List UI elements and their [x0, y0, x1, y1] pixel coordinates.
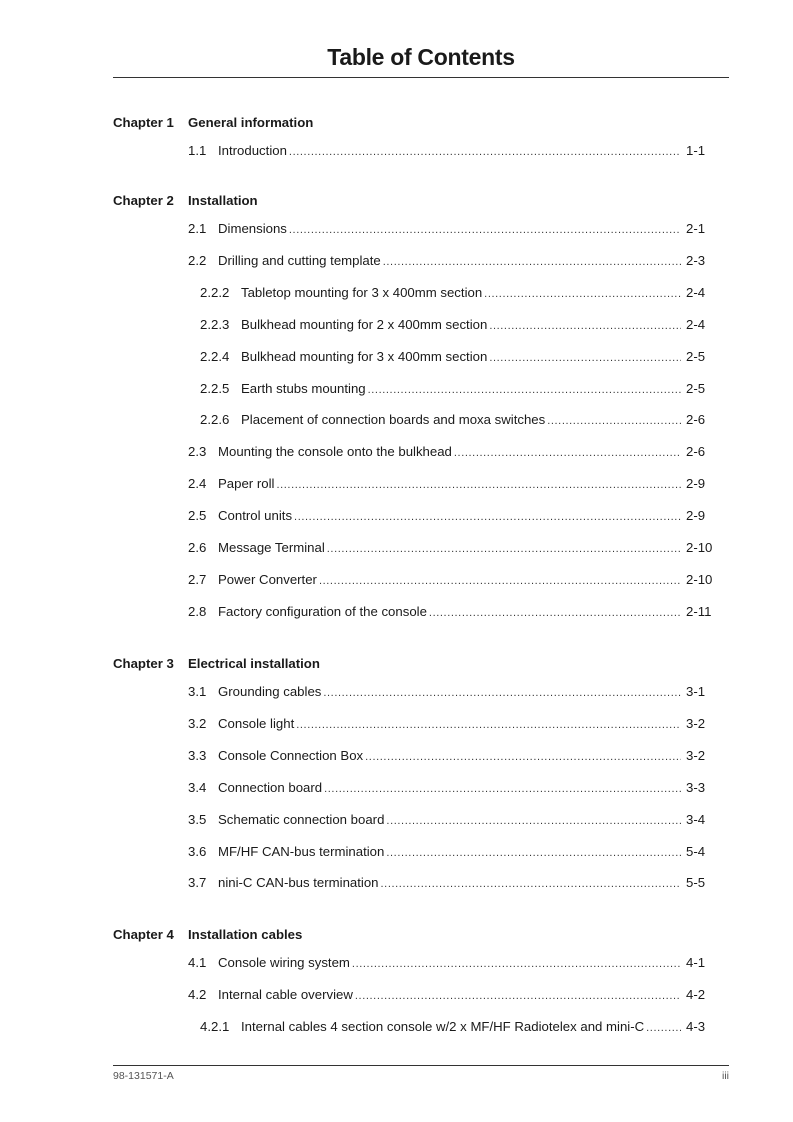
- section-page-number: 3-2: [686, 747, 706, 763]
- section-title: Internal cable overview: [218, 986, 353, 1002]
- section-page-number: 3-1: [686, 684, 706, 699]
- dot-leader: [368, 380, 681, 400]
- section-number: 2.1: [188, 221, 207, 236]
- section-title: Grounding cables: [218, 684, 322, 699]
- toc-entry[interactable]: [188, 506, 716, 526]
- section-number: 2.2.2: [200, 284, 230, 300]
- section-page-number: 2-4: [686, 284, 706, 300]
- toc-entry[interactable]: [188, 442, 716, 462]
- section-title: Message Terminal: [218, 540, 325, 555]
- section-number: 1.1: [188, 143, 207, 158]
- dot-leader: [547, 411, 681, 431]
- section-number: 2.2: [188, 252, 207, 268]
- section-number: 3.3: [188, 747, 207, 763]
- toc-entry[interactable]: [200, 315, 716, 335]
- toc-entry[interactable]: [188, 570, 716, 590]
- chapter-title: Electrical installation: [188, 656, 320, 671]
- section-title: Drilling and cutting template: [218, 252, 381, 268]
- section-title: Tabletop mounting for 3 x 400mm section: [241, 284, 483, 300]
- toc-entry[interactable]: [188, 985, 716, 1005]
- chapter-heading: [113, 654, 713, 674]
- dot-leader: [296, 715, 681, 735]
- section-title: Connection board: [218, 779, 323, 795]
- section-number: 2.3: [188, 444, 207, 460]
- toc-entry[interactable]: [188, 538, 716, 558]
- section-page-number: 2-6: [686, 412, 706, 428]
- section-page-number: 2-4: [686, 316, 706, 332]
- dot-leader: [489, 348, 681, 368]
- title-divider: [113, 77, 729, 78]
- section-page-number: 3-4: [686, 811, 706, 827]
- toc-entry[interactable]: [188, 682, 716, 702]
- section-title: Earth stubs mounting: [241, 380, 366, 396]
- dot-leader: [355, 986, 681, 1006]
- section-number: 2.7: [188, 571, 207, 587]
- section-page-number: 2-9: [686, 476, 706, 492]
- section-title: Console light: [218, 715, 295, 731]
- section-number: 3.1: [188, 684, 207, 699]
- dot-leader: [381, 874, 681, 894]
- section-page-number: 2-10: [686, 571, 713, 587]
- section-title: Power Converter: [218, 571, 317, 587]
- page-number: iii: [722, 1070, 729, 1082]
- section-title: Paper roll: [218, 476, 275, 492]
- dot-leader: [365, 747, 681, 767]
- chapter-title: Installation cables: [188, 927, 303, 942]
- section-number: 2.4: [188, 476, 207, 492]
- section-title: Factory configuration of the console: [218, 603, 427, 619]
- section-title: Internal cables 4 section console w/2 x MF/HF Radiotelex and mini-C: [241, 1018, 645, 1034]
- toc-entry[interactable]: [188, 219, 716, 239]
- chapter-label: Chapter 3: [113, 656, 174, 671]
- section-number: 2.2.5: [200, 380, 230, 396]
- section-page-number: 2-6: [686, 444, 706, 460]
- section-page-number: 1-1: [686, 143, 706, 158]
- chapter-title: General information: [188, 115, 314, 130]
- section-page-number: 4-2: [686, 986, 706, 1002]
- toc-entry[interactable]: [188, 842, 716, 862]
- footer-divider: [113, 1065, 729, 1066]
- section-page-number: 2-3: [686, 252, 706, 268]
- toc-entry[interactable]: [200, 347, 716, 367]
- section-title: Console Connection Box: [218, 747, 364, 763]
- section-number: 4.2: [188, 986, 207, 1002]
- section-number: 2.2.4: [200, 348, 230, 364]
- chapter-label: Chapter 4: [113, 927, 174, 942]
- section-page-number: 4-3: [686, 1018, 706, 1034]
- toc-entry[interactable]: [188, 953, 716, 973]
- toc-entry[interactable]: [188, 714, 716, 734]
- chapter-label: Chapter 2: [113, 193, 174, 208]
- chapter-label: Chapter 1: [113, 115, 174, 130]
- dot-leader: [323, 683, 681, 703]
- document-number: 98-131571-A: [113, 1070, 174, 1082]
- dot-leader: [319, 571, 681, 591]
- section-title: Bulkhead mounting for 3 x 400mm section: [241, 348, 488, 364]
- section-number: 4.2.1: [200, 1018, 230, 1034]
- dot-leader: [383, 252, 681, 272]
- section-number: 3.2: [188, 715, 207, 731]
- dot-leader: [289, 142, 681, 162]
- section-page-number: 2-5: [686, 348, 706, 364]
- section-number: 2.5: [188, 508, 207, 524]
- section-page-number: 5-4: [686, 843, 706, 859]
- chapter-title: Installation: [188, 193, 258, 208]
- toc-entry[interactable]: [188, 810, 716, 830]
- section-number: 4.1: [188, 955, 207, 970]
- dot-leader: [352, 954, 681, 974]
- toc-entry[interactable]: [188, 474, 716, 494]
- section-page-number: 4-1: [686, 955, 706, 970]
- section-page-number: 2-10: [686, 540, 713, 555]
- section-title: Introduction: [218, 143, 287, 158]
- toc-entry[interactable]: [200, 283, 716, 303]
- toc-entry[interactable]: [200, 1017, 716, 1037]
- section-title: MF/HF CAN-bus termination: [218, 843, 385, 859]
- section-number: 2.2.3: [200, 316, 230, 332]
- section-number: 2.6: [188, 540, 207, 555]
- section-title: nini-C CAN-bus termination: [218, 875, 379, 891]
- toc-entry[interactable]: [188, 778, 716, 798]
- section-number: 2.8: [188, 603, 207, 619]
- section-page-number: 2-5: [686, 380, 706, 396]
- page-title: Table of Contents: [327, 44, 515, 70]
- section-title: Console wiring system: [218, 955, 350, 970]
- chapter-heading: [113, 191, 713, 211]
- dot-leader: [646, 1018, 681, 1038]
- section-title: Schematic connection board: [218, 811, 385, 827]
- toc-entry[interactable]: [200, 379, 716, 399]
- dot-leader: [489, 316, 681, 336]
- section-number: 3.4: [188, 779, 207, 795]
- toc-entry[interactable]: [188, 873, 716, 893]
- section-number: 3.6: [188, 843, 207, 859]
- dot-leader: [324, 779, 681, 799]
- dot-leader: [484, 284, 681, 304]
- toc-entry[interactable]: [188, 251, 716, 271]
- dot-leader: [386, 843, 681, 863]
- dot-leader: [386, 811, 681, 831]
- section-title: Mounting the console onto the bulkhead: [218, 444, 452, 460]
- dot-leader: [454, 443, 681, 463]
- dot-leader: [294, 507, 681, 527]
- section-page-number: 3-3: [686, 779, 706, 795]
- toc-entry[interactable]: [188, 602, 716, 622]
- toc-entry[interactable]: [188, 746, 716, 766]
- section-title: Placement of connection boards and moxa switches: [241, 412, 546, 428]
- dot-leader: [289, 220, 681, 240]
- dot-leader: [429, 603, 681, 623]
- section-number: 3.7: [188, 875, 207, 891]
- section-page-number: 2-9: [686, 508, 706, 524]
- section-number: 3.5: [188, 811, 207, 827]
- section-title: Dimensions: [218, 221, 287, 236]
- chapter-heading: [113, 113, 713, 133]
- section-page-number: 5-5: [686, 875, 706, 891]
- toc-entry[interactable]: [200, 410, 716, 430]
- section-page-number: 2-11: [686, 603, 712, 619]
- dot-leader: [276, 475, 681, 495]
- dot-leader: [327, 539, 681, 559]
- section-title: Control units: [218, 508, 293, 524]
- chapter-heading: [113, 925, 713, 945]
- section-page-number: 2-1: [686, 221, 706, 236]
- toc-entry[interactable]: [188, 141, 716, 161]
- section-number: 2.2.6: [200, 412, 230, 428]
- section-title: Bulkhead mounting for 2 x 400mm section: [241, 316, 488, 332]
- section-page-number: 3-2: [686, 715, 706, 731]
